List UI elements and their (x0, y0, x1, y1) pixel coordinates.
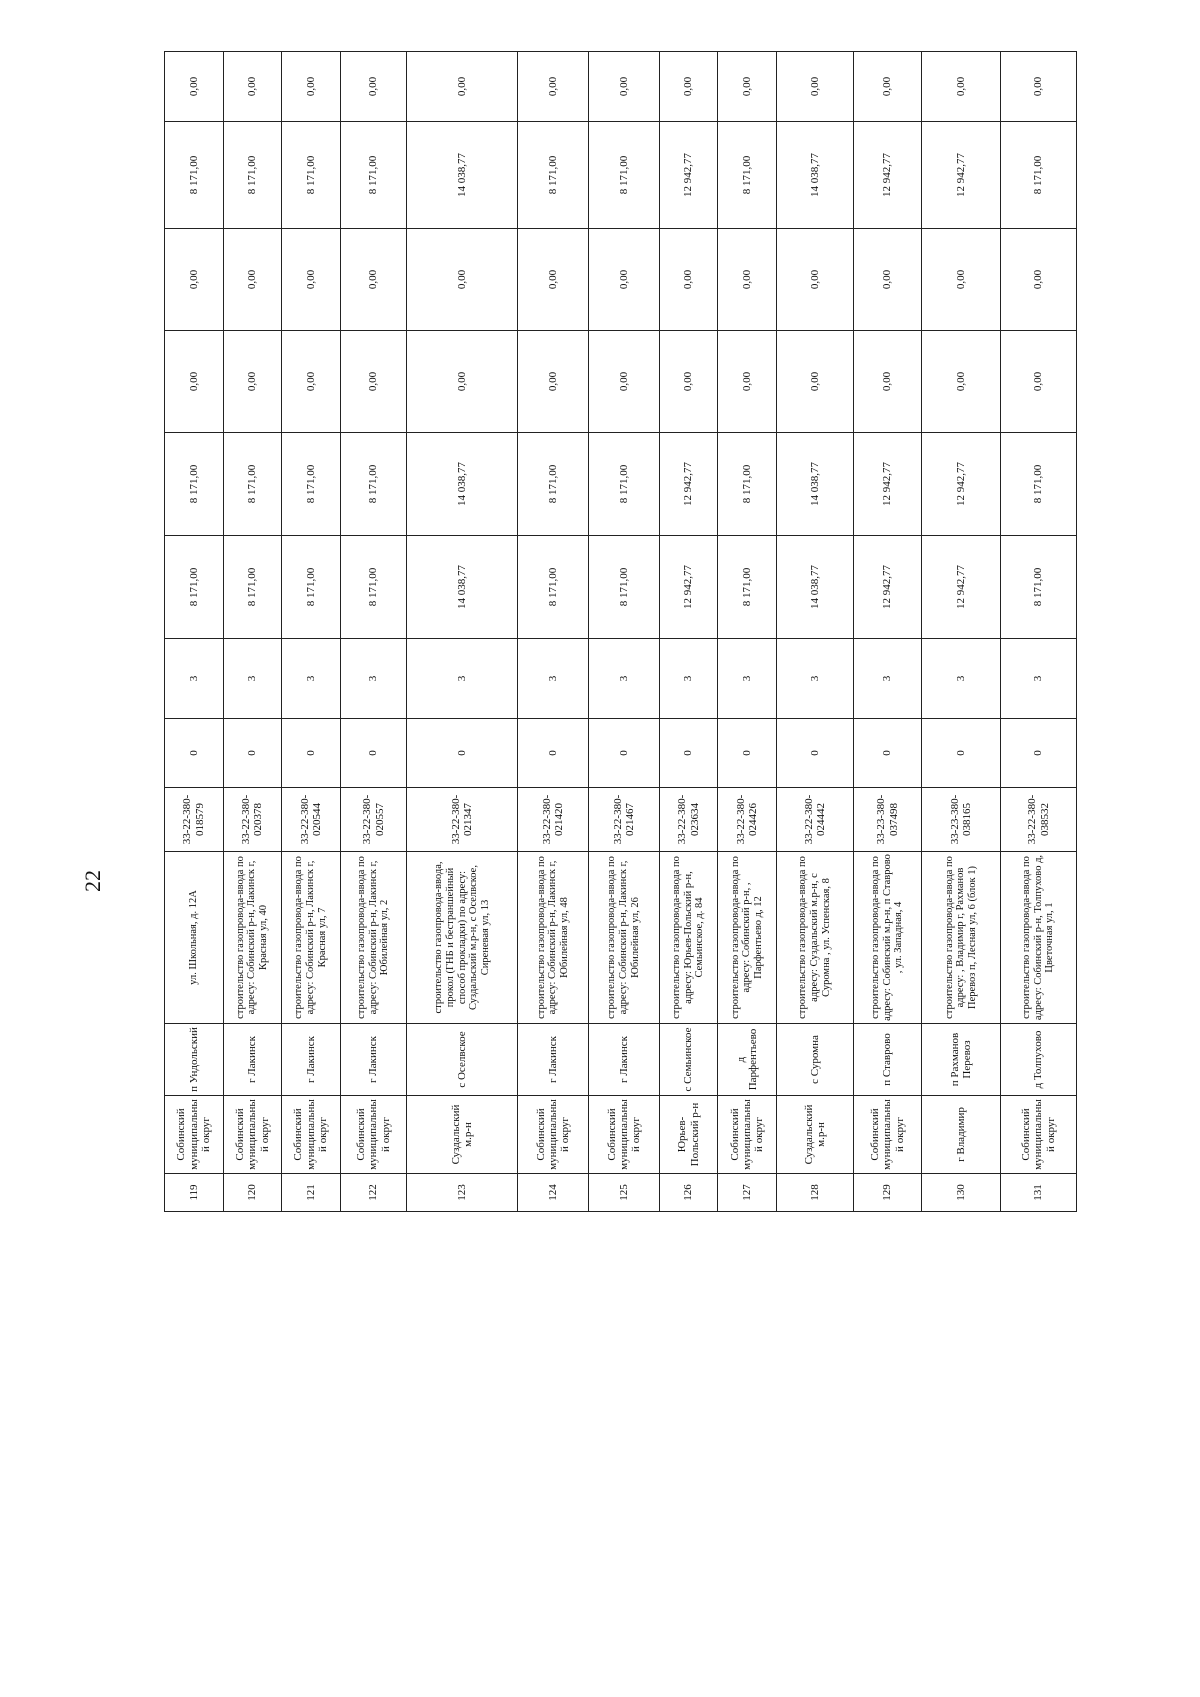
description-cell: строительство газопровода-ввода по адресу: Юрьев-Польский р-н, Семьинское, д. 84 (659, 852, 718, 1024)
value-cell: 0 (223, 719, 282, 788)
description-cell: строительство газопровода-ввода по адресу: Собинский р-н, Лакинск г, Юбилейная ул, 26 (589, 852, 660, 1024)
amount-cell: 8 171,00 (589, 536, 660, 639)
contract-number-cell: 33-22-380-021467 (589, 788, 660, 852)
value-cell: 0 (853, 719, 922, 788)
value-cell: 3 (589, 639, 660, 719)
contract-number-cell: 33-23-380-038165 (922, 788, 1001, 852)
locality-cell: д Толпухово (1001, 1024, 1077, 1096)
table-row (165, 52, 224, 1212)
value-cell: 3 (776, 639, 853, 719)
description-cell: строительство газопровода-ввода по адресу: Собинский р-н, , Парфентьево д, 12 (718, 852, 777, 1024)
contract-number-cell: 33-22-380-020544 (282, 788, 341, 852)
amount-cell: 8 171,00 (340, 433, 407, 536)
amount-cell: 0,00 (518, 52, 589, 122)
description-cell: строительство газопровода-ввода по адресу: Собинский м.р-н, п Ставрово , ул. Западная, 4 (853, 852, 922, 1024)
table-row (223, 52, 282, 1212)
amount-cell: 0,00 (718, 331, 777, 433)
amount-cell: 0,00 (718, 229, 777, 331)
amount-cell: 14 038,77 (407, 536, 518, 639)
amount-cell: 8 171,00 (282, 122, 341, 229)
district-cell: Юрьев-Польский р-н (659, 1096, 718, 1174)
contract-number-cell: 33-23-380-037498 (853, 788, 922, 852)
amount-cell: 8 171,00 (165, 122, 224, 229)
district-cell: Собинский муниципальный округ (340, 1096, 407, 1174)
amount-cell: 8 171,00 (1001, 122, 1077, 229)
amount-cell: 0,00 (340, 331, 407, 433)
amount-cell: 0,00 (518, 331, 589, 433)
contract-number-cell: 33-22-380-020557 (340, 788, 407, 852)
row-number: 121 (282, 1174, 341, 1212)
value-cell: 3 (659, 639, 718, 719)
amount-cell: 0,00 (518, 229, 589, 331)
locality-cell: г Лакинск (223, 1024, 282, 1096)
value-cell: 0 (1001, 719, 1077, 788)
amount-cell: 0,00 (853, 52, 922, 122)
description-cell: строительство газопровода-ввода по адресу: , Владимир г, Рахманов Перевоз п, Лесная ул, 6 (блок 1) (922, 852, 1001, 1024)
amount-cell: 8 171,00 (165, 536, 224, 639)
amount-cell: 0,00 (340, 52, 407, 122)
amount-cell: 0,00 (776, 52, 853, 122)
contract-number-cell: 33-22-380-021420 (518, 788, 589, 852)
amount-cell: 8 171,00 (589, 122, 660, 229)
amount-cell: 0,00 (223, 52, 282, 122)
amount-cell: 8 171,00 (1001, 433, 1077, 536)
district-cell: Собинский муниципальный округ (282, 1096, 341, 1174)
amount-cell: 8 171,00 (518, 433, 589, 536)
amount-cell: 0,00 (407, 52, 518, 122)
amount-cell: 0,00 (776, 331, 853, 433)
page-number: 22 (80, 870, 105, 892)
contract-number-cell: 33-22-380-023634 (659, 788, 718, 852)
locality-cell: г Лакинск (340, 1024, 407, 1096)
district-cell: Собинский муниципальный округ (518, 1096, 589, 1174)
amount-cell: 0,00 (776, 229, 853, 331)
contract-number-cell: 33-22-380-018579 (165, 788, 224, 852)
value-cell: 3 (282, 639, 341, 719)
amount-cell: 8 171,00 (718, 122, 777, 229)
amount-cell: 8 171,00 (165, 433, 224, 536)
amount-cell: 0,00 (165, 331, 224, 433)
amount-cell: 8 171,00 (718, 536, 777, 639)
row-number: 122 (340, 1174, 407, 1212)
amount-cell: 0,00 (407, 229, 518, 331)
amount-cell: 0,00 (407, 331, 518, 433)
contract-number-cell: 33-22-380-020378 (223, 788, 282, 852)
district-cell: Собинский муниципальный округ (718, 1096, 777, 1174)
amount-cell: 8 171,00 (223, 122, 282, 229)
table-row (407, 52, 518, 1212)
description-cell: строительство газопровода-ввода по адресу: Суздальский м.р-н, с Суромна , ул. Успенская, 8 (776, 852, 853, 1024)
amount-cell: 8 171,00 (282, 433, 341, 536)
amount-cell: 8 171,00 (340, 536, 407, 639)
row-number: 126 (659, 1174, 718, 1212)
amount-cell: 0,00 (922, 52, 1001, 122)
value-cell: 3 (718, 639, 777, 719)
amount-cell: 0,00 (340, 229, 407, 331)
amount-cell: 0,00 (853, 229, 922, 331)
description-cell: строительство газопровода-ввода по адресу: Собинский р-н, Лакинск г, Красная ул, 7 (282, 852, 341, 1024)
description-cell: строительство газопровода-ввода по адресу: Собинский р-н, Лакинск г, Юбилейная ул, 2 (340, 852, 407, 1024)
amount-cell: 14 038,77 (776, 122, 853, 229)
locality-cell: п Ундольский (165, 1024, 224, 1096)
amount-cell: 8 171,00 (589, 433, 660, 536)
district-cell: Собинский муниципальный округ (589, 1096, 660, 1174)
table-row (776, 52, 853, 1212)
locality-cell: с Суромна (776, 1024, 853, 1096)
contract-number-cell: 33-22-380-038532 (1001, 788, 1077, 852)
district-cell: Суздальский м.р-н (776, 1096, 853, 1174)
amount-cell: 8 171,00 (223, 433, 282, 536)
amount-cell: 0,00 (718, 52, 777, 122)
row-number: 129 (853, 1174, 922, 1212)
row-number: 125 (589, 1174, 660, 1212)
amount-cell: 12 942,77 (853, 122, 922, 229)
rotated-table-container (164, 76, 1077, 1212)
table-row (1001, 52, 1077, 1212)
locality-cell: д Парфентьево (718, 1024, 777, 1096)
locality-cell: г Лакинск (282, 1024, 341, 1096)
locality-cell: п Рахманов Перевоз (922, 1024, 1001, 1096)
row-number: 128 (776, 1174, 853, 1212)
description-cell: ул. Школьная, д. 12А (165, 852, 224, 1024)
amount-cell: 0,00 (223, 229, 282, 331)
table-row (340, 52, 407, 1212)
amount-cell: 0,00 (1001, 52, 1077, 122)
amount-cell: 12 942,77 (659, 536, 718, 639)
amount-cell: 14 038,77 (776, 433, 853, 536)
row-number: 131 (1001, 1174, 1077, 1212)
row-number: 124 (518, 1174, 589, 1212)
table-row (282, 52, 341, 1212)
amount-cell: 12 942,77 (659, 122, 718, 229)
value-cell: 3 (407, 639, 518, 719)
amount-cell: 8 171,00 (518, 536, 589, 639)
value-cell: 0 (589, 719, 660, 788)
locality-cell: с Семьинское (659, 1024, 718, 1096)
district-cell: г Владимир (922, 1096, 1001, 1174)
description-cell: строительство газопровода-ввода, прокол (ГНБ и бестраншейный способ прокладки) по адресу: Суздальский м.р-н, с Оселвское, Сиреневая ул, 13 (407, 852, 518, 1024)
amount-cell: 0,00 (1001, 229, 1077, 331)
amount-cell: 0,00 (922, 229, 1001, 331)
value-cell: 0 (518, 719, 589, 788)
value-cell: 0 (407, 719, 518, 788)
locality-cell: с Оселвское (407, 1024, 518, 1096)
amount-cell: 8 171,00 (223, 536, 282, 639)
value-cell: 3 (223, 639, 282, 719)
amount-cell: 12 942,77 (853, 536, 922, 639)
value-cell: 3 (853, 639, 922, 719)
district-cell: Собинский муниципальный округ (1001, 1096, 1077, 1174)
row-number: 127 (718, 1174, 777, 1212)
value-cell: 0 (922, 719, 1001, 788)
district-cell: Собинский муниципальный округ (223, 1096, 282, 1174)
row-number: 119 (165, 1174, 224, 1212)
table-row (922, 52, 1001, 1212)
gas-connection-table (164, 51, 1077, 1212)
amount-cell: 12 942,77 (659, 433, 718, 536)
amount-cell: 14 038,77 (407, 433, 518, 536)
amount-cell: 0,00 (1001, 331, 1077, 433)
amount-cell: 0,00 (659, 229, 718, 331)
amount-cell: 0,00 (922, 331, 1001, 433)
amount-cell: 0,00 (589, 52, 660, 122)
amount-cell: 0,00 (589, 229, 660, 331)
locality-cell: г Лакинск (518, 1024, 589, 1096)
amount-cell: 8 171,00 (340, 122, 407, 229)
value-cell: 3 (1001, 639, 1077, 719)
table-row (853, 52, 922, 1212)
amount-cell: 0,00 (589, 331, 660, 433)
description-cell: строительство газопровода-ввода по адресу: Собинский р-н, Толпухово д, Цветочная ул, 1 (1001, 852, 1077, 1024)
amount-cell: 8 171,00 (282, 536, 341, 639)
amount-cell: 0,00 (853, 331, 922, 433)
table-row (589, 52, 660, 1212)
row-number: 130 (922, 1174, 1001, 1212)
amount-cell: 12 942,77 (853, 433, 922, 536)
amount-cell: 14 038,77 (407, 122, 518, 229)
table-row (659, 52, 718, 1212)
row-number: 120 (223, 1174, 282, 1212)
description-cell: строительство газопровода-ввода по адресу: Собинский р-н, Лакинск г, Юбилейная ул, 48 (518, 852, 589, 1024)
description-cell: строительство газопровода-ввода по адресу: Собинский р-н, Лакинск г, Красная ул, 40 (223, 852, 282, 1024)
amount-cell: 12 942,77 (922, 122, 1001, 229)
contract-number-cell: 33-22-380-024442 (776, 788, 853, 852)
value-cell: 3 (922, 639, 1001, 719)
value-cell: 0 (776, 719, 853, 788)
amount-cell: 14 038,77 (776, 536, 853, 639)
amount-cell: 0,00 (659, 52, 718, 122)
table-body (165, 52, 1077, 1212)
amount-cell: 8 171,00 (718, 433, 777, 536)
value-cell: 0 (340, 719, 407, 788)
amount-cell: 12 942,77 (922, 433, 1001, 536)
value-cell: 3 (340, 639, 407, 719)
contract-number-cell: 33-22-380-024426 (718, 788, 777, 852)
table-row (518, 52, 589, 1212)
locality-cell: г Лакинск (589, 1024, 660, 1096)
value-cell: 0 (659, 719, 718, 788)
amount-cell: 0,00 (282, 331, 341, 433)
amount-cell: 0,00 (282, 229, 341, 331)
amount-cell: 0,00 (165, 52, 224, 122)
amount-cell: 8 171,00 (518, 122, 589, 229)
contract-number-cell: 33-22-380-021347 (407, 788, 518, 852)
row-number: 123 (407, 1174, 518, 1212)
amount-cell: 8 171,00 (1001, 536, 1077, 639)
table-row (718, 52, 777, 1212)
amount-cell: 0,00 (165, 229, 224, 331)
value-cell: 0 (165, 719, 224, 788)
district-cell: Суздальский м.р-н (407, 1096, 518, 1174)
amount-cell: 12 942,77 (922, 536, 1001, 639)
value-cell: 3 (165, 639, 224, 719)
value-cell: 0 (718, 719, 777, 788)
value-cell: 3 (518, 639, 589, 719)
locality-cell: п Ставрово (853, 1024, 922, 1096)
district-cell: Собинский муниципальный округ (853, 1096, 922, 1174)
amount-cell: 0,00 (659, 331, 718, 433)
district-cell: Собинский муниципальный округ (165, 1096, 224, 1174)
amount-cell: 0,00 (223, 331, 282, 433)
value-cell: 0 (282, 719, 341, 788)
amount-cell: 0,00 (282, 52, 341, 122)
